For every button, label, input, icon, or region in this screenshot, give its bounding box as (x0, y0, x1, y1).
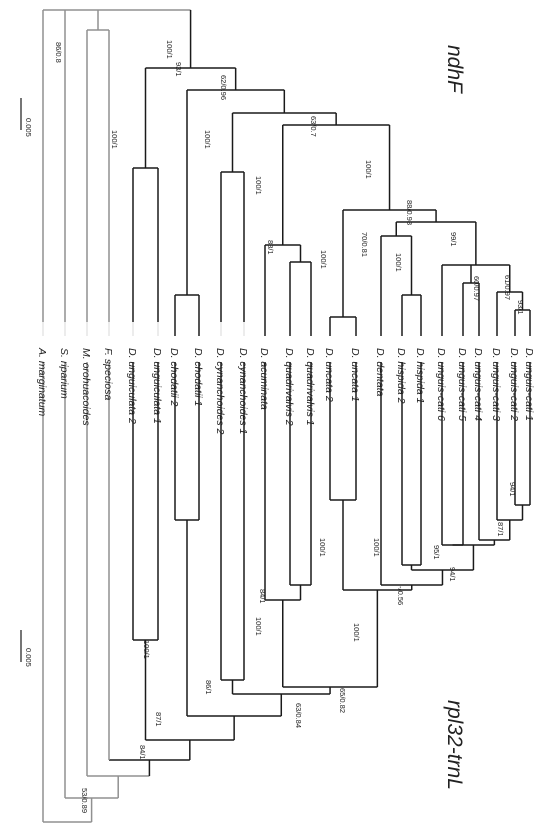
taxon-label: D. unguis-cati 3 (490, 348, 502, 421)
taxon-label: D. unguis-cati 2 (508, 348, 520, 421)
scale-bar-ndhf (21, 98, 33, 137)
taxon-label: D. chodatii 1 (192, 348, 204, 407)
support-value: 94/1 (508, 482, 517, 497)
support-value: 61/0.97 (503, 275, 512, 301)
scale-bar-label: 0.005 (24, 648, 33, 667)
support-value: 94/1 (448, 567, 457, 582)
taxon-label: D. dentata (374, 348, 386, 397)
support-value: 84/1 (138, 745, 147, 760)
support-value: 100/1 (318, 538, 327, 557)
taxon-label: D. quadrivalvis 1 (304, 348, 316, 426)
taxon-label: M. orohuacoides (80, 348, 92, 426)
support-value: 100/1 (372, 538, 381, 557)
support-value: 100/1 (352, 623, 361, 642)
support-value: 70/0.81 (360, 232, 369, 258)
support-value: 87/1 (154, 712, 163, 727)
support-value: 63/0.7 (309, 116, 318, 137)
taxon-label: D. unguiculata 1 (151, 348, 163, 424)
support-value: 93/1 (174, 62, 183, 77)
support-value: 53/0.89 (80, 788, 89, 814)
taxon-label: D. unguis-cati 5 (456, 348, 468, 421)
support-value: 95/1 (432, 545, 441, 560)
taxon-label: D. uncata 1 (349, 348, 361, 402)
support-value: 100/1 (203, 130, 212, 149)
taxon-label: D. uncata 2 (323, 348, 335, 402)
support-value: 100/1 (364, 160, 373, 179)
gene-label-ndhf: ndhF (443, 45, 466, 93)
support-value: -/0.56 (396, 586, 405, 606)
support-value: 100/1 (110, 130, 119, 149)
taxon-label: D. unguis-cati 6 (435, 348, 447, 421)
taxon-label: D. chodatii 2 (168, 348, 180, 407)
taxon-label: D. unguis-cati 1 (523, 348, 535, 421)
taxon-label: D. unguis-cati 4 (472, 348, 484, 421)
support-value: 100/1 (394, 253, 403, 272)
support-value: 100/1 (142, 640, 151, 659)
taxon-label: D. quadrivalvis 2 (283, 348, 295, 426)
support-value: 100/1 (254, 617, 263, 636)
taxon-label: A. marginatum (36, 348, 48, 417)
taxon-label: D. cynanchoides 2 (214, 348, 226, 435)
gene-label-rpl32-trnl: rpl32-trnL (443, 700, 466, 790)
scale-bar-label: 0.005 (24, 118, 33, 137)
taxon-label: D. hispida 1 (414, 348, 426, 404)
support-value: 88/0.98 (405, 200, 414, 226)
support-value: 100/1 (165, 40, 174, 59)
support-value: 60/0.97 (472, 276, 481, 302)
support-value: 65/0.82 (338, 688, 347, 714)
support-value: 93/1 (516, 300, 525, 315)
support-value: 100/1 (319, 250, 328, 269)
support-value: 100/1 (254, 176, 263, 195)
support-value: 99/1 (449, 232, 458, 247)
support-value: 63/0.84 (294, 703, 303, 729)
taxon-label: S. riparium (58, 348, 70, 399)
support-value: 88/1 (266, 240, 275, 255)
taxon-label: D. acuminata (258, 348, 270, 410)
taxon-label: D. cynanchoides 1 (237, 348, 249, 435)
taxon-label: D. hispida 2 (395, 348, 407, 404)
taxon-labels (36, 347, 535, 435)
taxon-label: D. unguiculata 2 (126, 348, 138, 424)
scale-bar-rpl32-trnl (21, 630, 33, 667)
support-value: 86/0.8 (54, 42, 63, 63)
support-value: 84/1 (258, 589, 267, 604)
support-value: 62/0.96 (219, 75, 228, 101)
support-value: 86/1 (204, 680, 213, 695)
support-value: 87/1 (496, 522, 505, 537)
taxon-label: F. speciosa (102, 348, 114, 401)
